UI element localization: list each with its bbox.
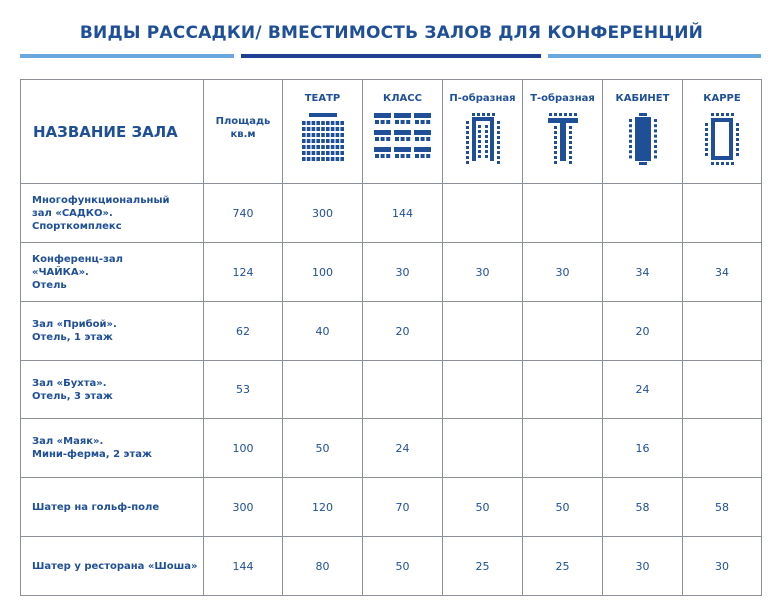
u-shape-layout-icon <box>463 113 503 165</box>
capacity-cell: 50 <box>523 478 603 537</box>
capacity-cell: 30 <box>523 243 603 302</box>
table-row <box>21 243 762 302</box>
classroom-layout-icon <box>374 113 432 165</box>
area-header <box>204 80 283 184</box>
capacity-cell: 20 <box>363 302 443 361</box>
column-label: КАРРЕ <box>703 93 741 104</box>
hall-name-line: Отель <box>32 279 67 291</box>
boardroom-layout-icon <box>626 113 660 165</box>
hall-name-header: НАЗВАНИЕ ЗАЛА <box>21 80 204 184</box>
hollow-square-layout-icon <box>703 113 741 165</box>
hall-name-line: Отель, 1 этаж <box>32 332 113 343</box>
capacity-cell: 30 <box>443 243 523 302</box>
capacity-cell <box>283 361 363 419</box>
capacity-cell: 30 <box>683 537 762 596</box>
capacity-cell <box>363 361 443 419</box>
capacity-cell <box>443 302 523 361</box>
area-header-unit: кв.м <box>230 128 256 140</box>
capacity-cell <box>443 361 523 419</box>
table-row <box>21 537 762 596</box>
t-shape-layout-icon <box>546 113 580 165</box>
capacity-cell: 25 <box>523 537 603 596</box>
area-header-label: Площадь <box>215 115 271 127</box>
column-label: КАБИНЕТ <box>615 93 670 104</box>
hall-name-cell <box>21 184 204 243</box>
capacity-cell: 120 <box>283 478 363 537</box>
table-row <box>21 419 762 478</box>
capacity-cell: 80 <box>283 537 363 596</box>
capacity-cell: 50 <box>363 537 443 596</box>
hall-name-cell <box>21 302 204 361</box>
table-row <box>21 302 762 361</box>
capacity-cell: 25 <box>443 537 523 596</box>
capacity-cell <box>523 184 603 243</box>
capacity-cell <box>683 184 762 243</box>
capacity-cell <box>523 361 603 419</box>
hall-name-cell <box>21 419 204 478</box>
hall-name-line: Зал «Прибой». <box>32 319 117 330</box>
hall-name-line: Мини-ферма, 2 этаж <box>32 449 152 460</box>
table-row <box>21 361 762 419</box>
capacity-cell: 50 <box>283 419 363 478</box>
capacity-cell <box>603 184 683 243</box>
column-header-class <box>363 80 443 184</box>
capacity-cell <box>523 419 603 478</box>
hall-name-cell <box>21 537 204 596</box>
column-header-theatre <box>283 80 363 184</box>
capacity-cell <box>443 184 523 243</box>
capacity-cell: 58 <box>603 478 683 537</box>
capacity-cell: 100 <box>283 243 363 302</box>
area-cell: 124 <box>204 243 283 302</box>
column-header-cabinet <box>603 80 683 184</box>
column-label: Т-образная <box>530 93 595 104</box>
title-underline-right <box>548 54 761 58</box>
hall-name-line: Зал «Маяк». <box>32 436 104 447</box>
header-row <box>21 80 762 184</box>
hall-name-line: Спорткомплекс <box>32 220 122 232</box>
theatre-layout-icon <box>301 113 345 165</box>
area-cell: 144 <box>204 537 283 596</box>
capacity-cell: 50 <box>443 478 523 537</box>
capacity-cell: 24 <box>603 361 683 419</box>
hall-name-line: Конференц-зал <box>32 253 123 265</box>
column-label: П-образная <box>449 93 516 104</box>
area-cell: 300 <box>204 478 283 537</box>
capacity-cell: 20 <box>603 302 683 361</box>
capacity-cell <box>443 419 523 478</box>
hall-name-line: Шатер у ресторана «Шоша» <box>32 560 198 572</box>
hall-name-cell <box>21 361 204 419</box>
capacity-cell <box>523 302 603 361</box>
area-cell: 100 <box>204 419 283 478</box>
column-header-t-shape <box>523 80 603 184</box>
hall-name-line: Многофункциональный <box>32 194 170 206</box>
area-cell: 740 <box>204 184 283 243</box>
capacity-cell: 144 <box>363 184 443 243</box>
hall-name-line: «ЧАЙКА». <box>32 266 89 278</box>
capacity-cell: 30 <box>363 243 443 302</box>
title-underline-left <box>20 54 234 58</box>
table-row <box>21 478 762 537</box>
hall-name-line: зал «САДКО». <box>32 207 113 219</box>
capacity-cell <box>683 419 762 478</box>
column-header-carre <box>683 80 762 184</box>
hall-name-line: Зал «Бухта». <box>32 377 107 389</box>
hall-name-line: Шатер на гольф-поле <box>32 501 160 513</box>
column-label: ТЕАТР <box>304 93 341 104</box>
capacity-cell: 30 <box>603 537 683 596</box>
capacity-cell: 34 <box>603 243 683 302</box>
capacity-cell: 300 <box>283 184 363 243</box>
capacity-cell <box>683 361 762 419</box>
capacity-cell: 16 <box>603 419 683 478</box>
area-cell: 53 <box>204 361 283 419</box>
capacity-cell: 70 <box>363 478 443 537</box>
hall-name-cell <box>21 243 204 302</box>
capacity-table <box>20 79 762 596</box>
capacity-cell: 34 <box>683 243 762 302</box>
hall-name-line: Отель, 3 этаж <box>32 390 113 402</box>
page-title: ВИДЫ РАССАДКИ/ ВМЕСТИМОСТЬ ЗАЛОВ ДЛЯ КОНФЕРЕНЦИЙ <box>79 23 704 43</box>
title-underline-center <box>241 54 541 58</box>
capacity-cell: 40 <box>283 302 363 361</box>
column-label: КЛАСС <box>383 93 422 104</box>
column-header-u-shape <box>443 80 523 184</box>
area-cell: 62 <box>204 302 283 361</box>
table-row <box>21 184 762 243</box>
hall-name-cell <box>21 478 204 537</box>
capacity-cell: 58 <box>683 478 762 537</box>
capacity-cell <box>683 302 762 361</box>
capacity-cell: 24 <box>363 419 443 478</box>
